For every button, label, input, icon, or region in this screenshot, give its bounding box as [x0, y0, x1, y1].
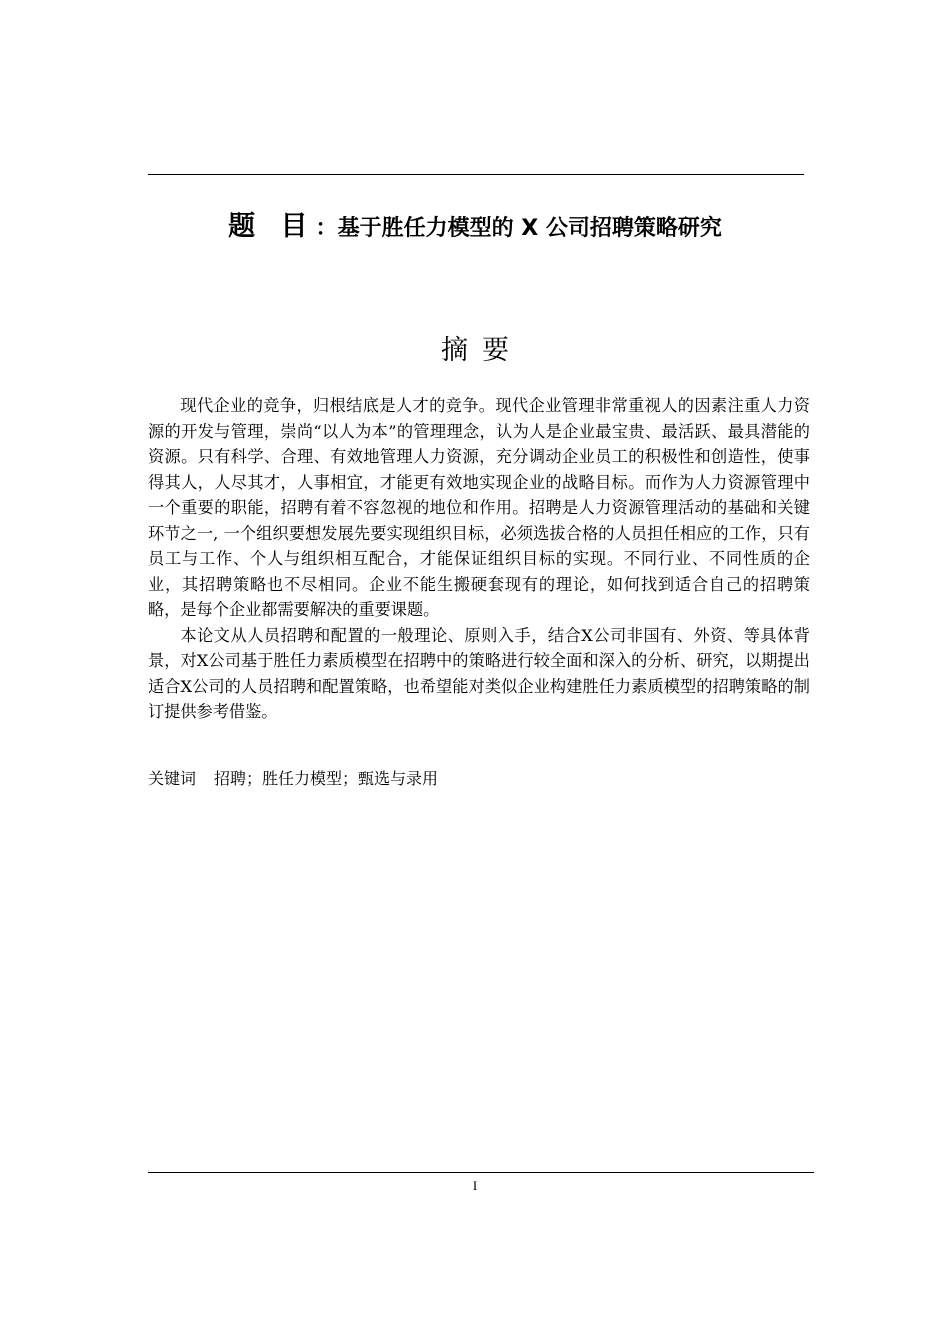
keywords-label: 关键词 — [148, 769, 197, 788]
abstract-paragraph-2: 本论文从人员招聘和配置的一般理论、原则入手，结合X公司非国有、外资、等具体背景，对X公司基于胜任力素质模型在招聘中的策略进行较全面和深入的分析、研究，以期提出适合X公司的人员招聘和配置策略，也希望能对类似企业构建胜任力素质模型的招聘策略的制订提供参考借鉴。 — [148, 625, 810, 721]
thesis-title — [0, 204, 950, 243]
keywords — [148, 767, 810, 791]
abstract-paragraph-1: 现代企业的竞争，归根结底是人才的竞争。现代企业管理非常重视人的因素注重人力资源的开发与管理，崇尚“以人为本”的管理理念，认为人是企业最宝贵、最活跃、最具潜能的资源。只有科学、合理、有效地管理人力资源，充分调动企业员工的积极性和创造性，使事得其人，人尽其才，人事相宜，才能更有效地实现企业的战略目标。而作为人力资源管理中一个重要的职能，招聘有着不容忽视的地位和作用。招聘是人力资源管理活动的基础和关键环节之一, 一个组织要想发展先要实现组织目标，必须选拔合格的人员担任相应的工作，只有员工与工作、个人与组织相互配合，才能保证组织目标的实现。不同行业、不同性质的企业，其招聘策略也不尽相同。企业不能生搬硬套现有的理论，如何找到适合自己的招聘策略，是每个企业都需要解决的重要课题。 — [148, 396, 810, 619]
title-text: 基于胜任力模型的 X 公司招聘策略研究 — [337, 216, 722, 241]
title-separator: ： — [315, 216, 338, 241]
keywords-text: 招聘；胜任力模型；甄选与录用 — [214, 769, 439, 788]
header-rule — [148, 174, 804, 175]
title-label: 题 目 — [228, 211, 316, 242]
page-number: I — [472, 1178, 478, 1193]
footer-rule — [148, 1172, 814, 1173]
abstract-heading: 摘要 — [441, 335, 523, 366]
abstract-body — [148, 393, 810, 725]
